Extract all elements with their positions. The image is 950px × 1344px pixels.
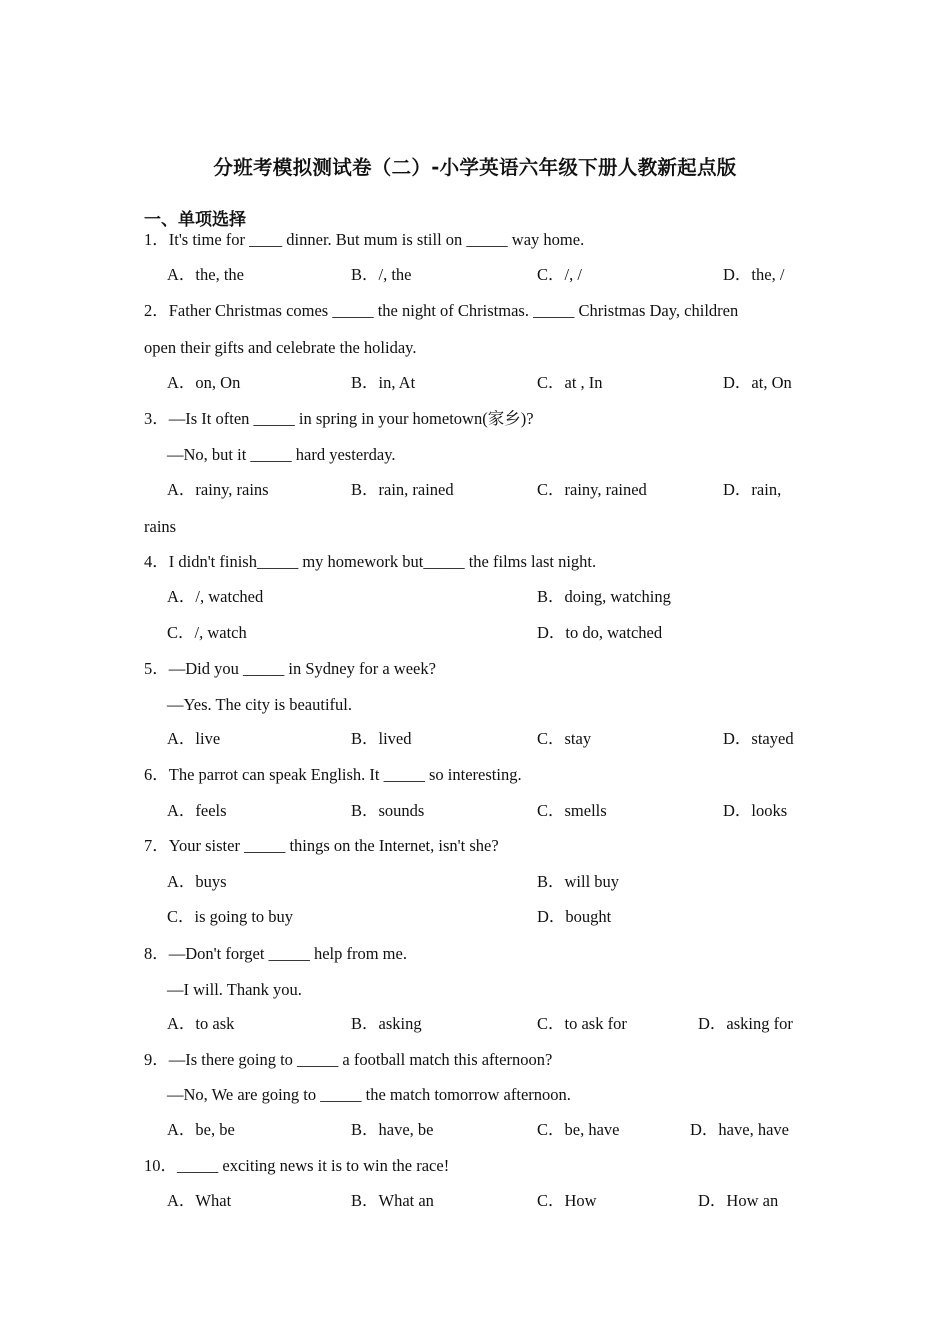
question-number: 2． (144, 301, 169, 320)
option-a[interactable]: A．on, On (167, 373, 241, 392)
question-number: 5． (144, 659, 169, 678)
question-stem: The parrot can speak English. It _____ so interesting. (168, 765, 522, 784)
option-b[interactable]: B．have, be (351, 1120, 434, 1139)
option-d[interactable]: D．have, have (690, 1120, 789, 1139)
option-a[interactable]: A．feels (167, 801, 227, 820)
question-stem: Your sister _____ things on the Internet, isn't she? (168, 836, 499, 855)
option-b[interactable]: B．rain, rained (351, 480, 454, 499)
question-number: 9． (144, 1050, 169, 1069)
question-number: 7． (144, 836, 169, 855)
question-number: 6． (144, 765, 169, 784)
question-number: 10． (144, 1156, 177, 1175)
option-d[interactable]: D．How an (698, 1191, 779, 1210)
question-stem-reply: —No, but it _____ hard yesterday. (167, 445, 396, 464)
question-stem: Father Christmas comes _____ the night of Christmas. _____ Christmas Day, children (168, 301, 739, 320)
option-d[interactable]: D．stayed (723, 729, 794, 748)
option-c[interactable]: C．/, / (537, 265, 582, 284)
option-d[interactable]: D．rain, (723, 480, 782, 499)
option-c[interactable]: C．smells (537, 801, 607, 820)
option-a[interactable]: A．the, the (167, 265, 244, 284)
option-b[interactable]: B．lived (351, 729, 412, 748)
question-stem-continued: open their gifts and celebrate the holiday. (144, 338, 417, 357)
option-c[interactable]: C．be, have (537, 1120, 620, 1139)
option-c[interactable]: C．stay (537, 729, 592, 748)
option-a[interactable]: A．buys (167, 872, 227, 891)
option-b[interactable]: B．doing, watching (537, 587, 671, 606)
option-a[interactable]: A．/, watched (167, 587, 264, 606)
option-b[interactable]: B．sounds (351, 801, 425, 820)
option-d[interactable]: D．the, / (723, 265, 785, 284)
question-stem: It's time for ____ dinner. But mum is still on _____ way home. (168, 230, 585, 249)
question-number: 8． (144, 944, 169, 963)
option-d[interactable]: D．to do, watched (537, 623, 663, 642)
option-a[interactable]: A．rainy, rains (167, 480, 269, 499)
question-stem: —Did you _____ in Sydney for a week? (168, 659, 436, 678)
option-a[interactable]: A．be, be (167, 1120, 235, 1139)
question-stem-reply: —I will. Thank you. (167, 980, 302, 999)
option-b[interactable]: B．asking (351, 1014, 422, 1033)
question-stem: —Is there going to _____ a football match this afternoon? (168, 1050, 553, 1069)
option-a[interactable]: A．What (167, 1191, 232, 1210)
question-stem: _____ exciting news it is to win the race! (177, 1156, 450, 1175)
question-number: 1． (144, 230, 169, 249)
option-c[interactable]: C．to ask for (537, 1014, 627, 1033)
page-title: 分班考模拟测试卷（二）-小学英语六年级下册人教新起点版 (213, 156, 737, 179)
option-d[interactable]: D．bought (537, 907, 612, 926)
question-stem: —Don't forget _____ help from me. (168, 944, 407, 963)
option-b[interactable]: B．/, the (351, 265, 412, 284)
option-c[interactable]: C．How (537, 1191, 597, 1210)
question-number: 4． (144, 552, 169, 571)
question-stem: —Is It often _____ in spring in your hometown(家乡)? (168, 409, 534, 428)
question-stem-reply: —No, We are going to _____ the match tomorrow afternoon. (167, 1085, 571, 1104)
option-b[interactable]: B．will buy (537, 872, 620, 891)
option-b[interactable]: B．What an (351, 1191, 434, 1210)
option-c[interactable]: C．/, watch (167, 623, 247, 642)
option-a[interactable]: A．to ask (167, 1014, 235, 1033)
question-stem-reply: —Yes. The city is beautiful. (167, 695, 353, 714)
section-heading: 一、单项选择 (144, 210, 246, 230)
option-a[interactable]: A．live (167, 729, 221, 748)
option-c[interactable]: C．rainy, rained (537, 480, 647, 499)
question-stem: I didn't finish_____ my homework but_____ the films last night. (168, 552, 597, 571)
option-d[interactable]: D．looks (723, 801, 788, 820)
option-c[interactable]: C．is going to buy (167, 907, 294, 926)
option-d[interactable]: D．asking for (698, 1014, 793, 1033)
option-c[interactable]: C．at , In (537, 373, 603, 392)
option-b[interactable]: B．in, At (351, 373, 416, 392)
question-number: 3． (144, 409, 169, 428)
option-d-wrap: rains (144, 517, 177, 536)
option-d[interactable]: D．at, On (723, 373, 792, 392)
